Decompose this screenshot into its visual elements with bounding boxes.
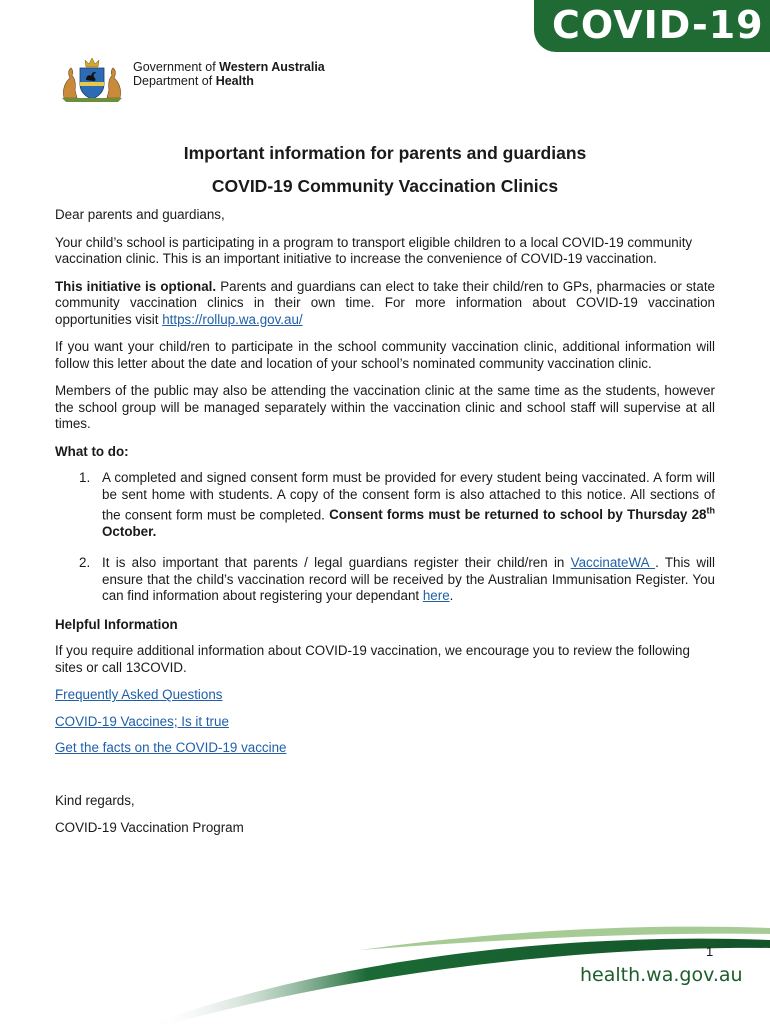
coat-of-arms-icon <box>56 52 128 104</box>
faq-link-line <box>55 687 715 704</box>
department-line: Department of Health <box>133 74 254 88</box>
sign-off: Kind regards, <box>55 792 135 808</box>
is-it-true-link-line <box>55 714 715 731</box>
paragraph-1: Your child’s school is participating in a program to transport eligible children to a local COVID-19 community vaccination clinic. This is an important initiative to increase the convenience of COVID-19 vaccination. <box>55 234 693 266</box>
get-facts-link[interactable]: Get the facts on the COVID-19 vaccine <box>55 740 287 756</box>
covid-19-badge <box>534 0 770 52</box>
list-item: 1. A completed and signed consent form must be provided for every student being vaccinated. A form will be sent home with students. A copy of the consent form is also attached to this notice. All sections of the consent form must be completed. Consent forms must be returned to school by Thursday 28th October. <box>79 470 715 539</box>
helpful-information-heading: Helpful Information <box>55 616 178 632</box>
what-to-do-heading: What to do: <box>55 443 129 459</box>
list-item: 2. It is also important that parents / legal guardians register their child/ren in VaccinateWA . This will ensure that the child’s vaccination record will be received by the Australian Immunisation Register. You can find information about registering your dependant here. <box>79 555 716 604</box>
page-number: 1 <box>706 944 714 959</box>
government-header <box>133 60 325 88</box>
paragraph-4: Members of the public may also be attending the vaccination clinic at the same time as the students, however the school group will be managed separately within the vaccination clinic and school staff will supervise at all times. <box>55 383 715 431</box>
government-line: Government of Western Australia <box>133 60 325 74</box>
badge-text: COVID-19 <box>552 3 764 47</box>
state-name: Western Australia <box>219 60 325 74</box>
letter-body <box>55 207 715 848</box>
helpful-intro: If you require additional information about COVID-19 vaccination, we encourage you to review the following sites or call 13COVID. <box>55 643 690 675</box>
paragraph-3: If you want your child/ren to participate in the school community vaccination clinic, additional information will follow this letter about the date and location of your school’s nominated community vaccination clinic. <box>55 339 715 371</box>
department-name: Health <box>215 74 254 88</box>
footer-url: health.wa.gov.au <box>580 964 743 986</box>
register-dependant-link[interactable]: here <box>422 588 450 604</box>
page-subtitle: COVID-19 Community Vaccination Clinics <box>211 176 559 196</box>
page-title: Important information for parents and guardians <box>183 143 587 163</box>
signature-program: COVID-19 Vaccination Program <box>55 820 244 836</box>
consent-deadline: Consent forms must be returned to school by Thursday 28th October. <box>102 506 715 539</box>
faq-link[interactable]: Frequently Asked Questions <box>55 687 223 703</box>
vaccinatewa-link[interactable]: VaccinateWA <box>570 555 656 571</box>
rollup-link[interactable]: https://rollup.wa.gov.au/ <box>162 311 303 327</box>
is-it-true-link[interactable]: COVID-19 Vaccines; Is it true <box>55 713 229 729</box>
get-facts-link-line <box>55 740 715 757</box>
paragraph-2: This initiative is optional. Parents and guardians can elect to take their child/ren to GPs, pharmacies or state community vaccination clinics in their own time. For more information about COVID-19 vaccination opportunities visit https://rollup.wa.gov.au/ <box>55 278 715 327</box>
what-to-do-list <box>55 470 715 605</box>
greeting: Dear parents and guardians, <box>55 207 225 222</box>
optional-note: This initiative is optional. <box>55 278 217 294</box>
